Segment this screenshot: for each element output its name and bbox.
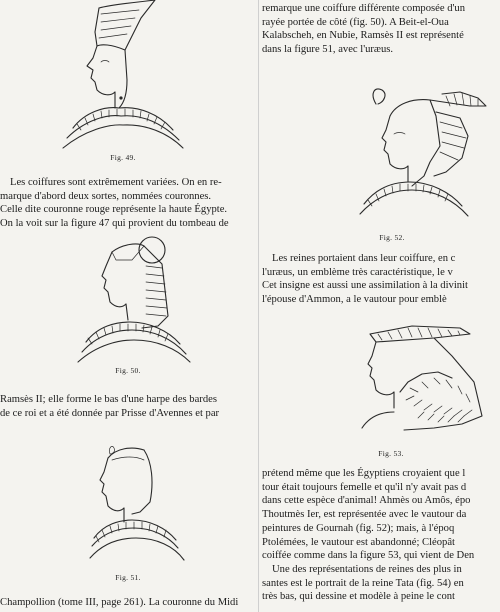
text-line: santes est le portrait de la reine Tata (fig. 54) en bbox=[262, 577, 464, 589]
right-paragraph-1 bbox=[262, 2, 500, 57]
column-gutter-line bbox=[258, 0, 259, 612]
text-line: très bas, qui dessine et modèle à peine le cont bbox=[262, 591, 455, 603]
text-line: tour était toujours femelle et qu'il n'y avait pas d bbox=[262, 481, 467, 493]
left-paragraph-3 bbox=[0, 596, 255, 610]
text-line: marque d'abord deux sortes, nommées couronnes. bbox=[0, 190, 212, 202]
text-line: Kalabscheh, en Nubie, Ramsès II est représenté bbox=[262, 30, 464, 42]
text-line: rayée portée de côté (fig. 50). A Beit-el-Oua bbox=[262, 16, 449, 28]
right-paragraph-2 bbox=[262, 252, 500, 307]
text-line: Celle dite couronne rouge représente la haute Égypte. bbox=[0, 204, 228, 216]
figure-49-caption: Fig. 49. bbox=[110, 153, 136, 162]
figure-53-caption: Fig. 53. bbox=[378, 449, 404, 458]
text-line: Champollion (tome III, page 261). La couronne du Midi bbox=[0, 597, 239, 608]
text-line: dans cette espèce d'animal! Ahmès ou Amôs, épo bbox=[262, 495, 471, 507]
text-line: Cet insigne est aussi une assimilation à la divinit bbox=[262, 280, 468, 292]
text-line: Ramsès II; elle forme le bas d'une harpe des bardes bbox=[0, 394, 217, 405]
text-line: dans la figure 51, avec l'uræus. bbox=[262, 44, 394, 56]
figure-49-pharaoh-crown-illustration bbox=[55, 0, 185, 148]
text-line: On la voit sur la figure 47 qui provient du tombeau de bbox=[0, 218, 229, 230]
text-line: remarque une coiffure différente composée d'un bbox=[262, 3, 466, 14]
text-line: prétend même que les Égyptiens croyaient que l bbox=[262, 468, 466, 479]
text-line: Les reines portaient dans leur coiffure, en c bbox=[272, 253, 456, 264]
text-line: de ce roi et a été donnée par Prisse d'Avennes et par bbox=[0, 407, 220, 419]
figure-50-striped-wig-illustration bbox=[72, 236, 192, 362]
text-line: Thoutmès Ier, est représentée avec le vautour da bbox=[262, 509, 467, 521]
figure-53-cleopatra-headdress-illustration bbox=[342, 312, 490, 436]
text-line: peintures de Gournah (fig. 52); mais, à l'époq bbox=[262, 522, 455, 534]
figure-51-ramses-uraeus-illustration bbox=[80, 438, 190, 566]
text-line: Ptolémées, le vautour est abandonné; Cléopât bbox=[262, 536, 455, 548]
text-line: Une des représentations de reines des plus in bbox=[272, 563, 462, 575]
left-paragraph-2 bbox=[0, 393, 255, 420]
text-line: coiffée comme dans la figure 53, qui vient de Den bbox=[262, 550, 475, 562]
figure-50-caption: Fig. 50. bbox=[115, 366, 141, 375]
figure-52-vulture-headdress-illustration bbox=[350, 76, 500, 216]
text-line: l'uræus, un emblème très caractéristique, le v bbox=[262, 266, 453, 278]
text-line: l'épouse d'Ammon, a le vautour pour emblè bbox=[262, 294, 447, 306]
left-paragraph-1 bbox=[0, 176, 255, 231]
figure-51-caption: Fig. 51. bbox=[115, 573, 141, 582]
figure-52-caption: Fig. 52. bbox=[379, 233, 405, 242]
text-line: Les coiffures sont extrêmement variées. On en re- bbox=[10, 177, 222, 188]
right-paragraph-3 bbox=[262, 467, 500, 604]
